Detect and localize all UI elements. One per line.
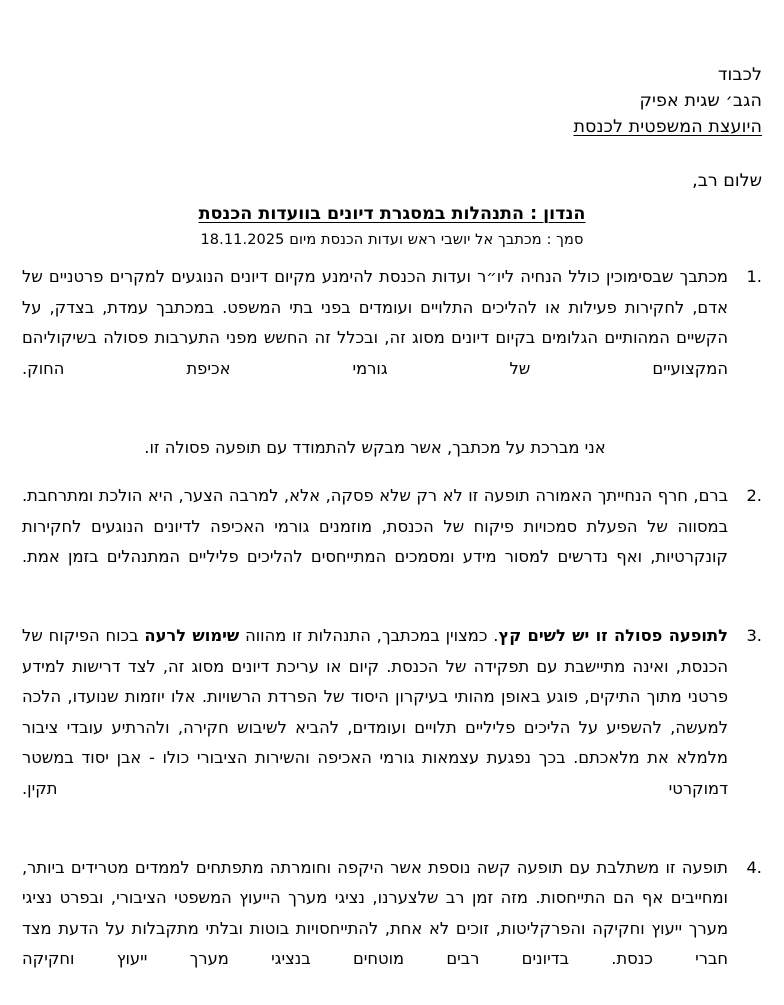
letter-body	[22, 262, 762, 1005]
paragraph-text: אני מברכת על מכתבך, אשר מבקש להתמודד עם תופעה פסולה זו.	[144, 438, 605, 457]
numbered-paragraph	[22, 481, 762, 603]
addressee-salutation: לכבוד	[22, 62, 762, 88]
addressee-header	[22, 62, 762, 140]
plain-text: . כמצוין במכתבך, התנהלות זו מהווה	[239, 626, 498, 645]
paragraph-text: ברם, חרף הנחייתך האמורה תופעה זו לא רק שלא פסקה, אלא, למרבה הצער, היא הולכת ומתרחבת. במסווה של הפעלת סמכויות פיקוח של הכנסת, מוזמנים גורמי האכיפה לדיונים הנוגעים לחקירות קונקרטיות, ואף נדרשים למסור מידע ומסמכים המתייחסים להליכים פליליים המתנהלים בזמן אמת.	[22, 481, 728, 603]
numbered-paragraph	[22, 853, 762, 1005]
paragraph-number: 3.	[736, 621, 762, 652]
paragraph-text	[22, 621, 728, 835]
reference-line: סמך : מכתבך אל יושבי ראש ועדות הכנסת מיום 18.11.2025	[0, 229, 784, 251]
standalone-paragraph	[22, 433, 762, 464]
plain-text: בכוח הפיקוח של הכנסת, ואינה מתיישבת עם תפקידה של הכנסת. קיום או עריכת דיונים מסוג זה, לצד דרישות למידע פרטני מתוך התיקים, פוגע באופן מהותי בעיקרון היסוד של הפרדת הרשויות. אלו יוזמות שנועדו, הלכה למעשה, להשפיע על הליכים פליליים תלויים ועומדים, להביא לשיבוש חקירה, ולהרתיע עובדי ציבור מלמלא את מלאכתם. בכך נפגעת עצמאות גורמי האכיפה והשירות הציבורי כולו - אבן יסוד במשטר דמוקרטי תקין.	[22, 626, 728, 798]
numbered-paragraph	[22, 262, 762, 415]
emphasis-text: לתופעה פסולה זו יש לשים קץ	[498, 626, 728, 645]
paragraph-text: מכתבך שבסימוכין כולל הנחיה ליו״ר ועדות הכנסת להימנע מקיום דיונים הנוגעים למקרים פרטניים של אדם, לחקירות פעילות או להליכים התלויים ועומדים בפני בתי המשפט. במכתבך עמדת, בצדק, על הקשיים המהותיים הגלומים בקיום דיונים מסוג זה, ובכלל זה החשש מפני התערבות פסולה בשיקוליהם המקצועיים של גורמי אכיפת החוק.	[22, 262, 728, 415]
greeting-text: שלום רב,	[692, 168, 762, 194]
subject-line	[0, 202, 784, 226]
paragraph-number: 4.	[736, 853, 762, 884]
addressee-title: היועצת המשפטית לכנסת	[22, 114, 762, 140]
paragraph-number: 2.	[736, 481, 762, 512]
subject-block	[0, 202, 784, 251]
numbered-paragraph	[22, 621, 762, 835]
emphasis-text: שימוש לרעה	[144, 626, 239, 645]
subject-text: הנדון : התנהלות במסגרת דיונים בוועדות הכנסת	[199, 204, 586, 224]
paragraph-text: תופעה זו משתלבת עם תופעה קשה נוספת אשר היקפה וחומרתה מתפתחים לממדים מטרידים ביותר, ומחייבים אף הם התייחסות. מזה זמן רב שלצערנו, נציגי מערך הייעוץ המשפטי הציבורי, ובפרט נציגי מערך ייעוץ וחקיקה והפרקליטות, זוכים לא אחת, להתייחסויות בוטות ובלתי מתקבלות על הדעת מצד חברי כנסת. בדיונים רבים מוטחים בנציגי מערך ייעוץ וחקיקה	[22, 853, 728, 1005]
addressee-name: הגב׳ שגית אפיק	[22, 88, 762, 114]
paragraph-number: 1.	[736, 262, 762, 293]
greeting	[22, 168, 762, 194]
